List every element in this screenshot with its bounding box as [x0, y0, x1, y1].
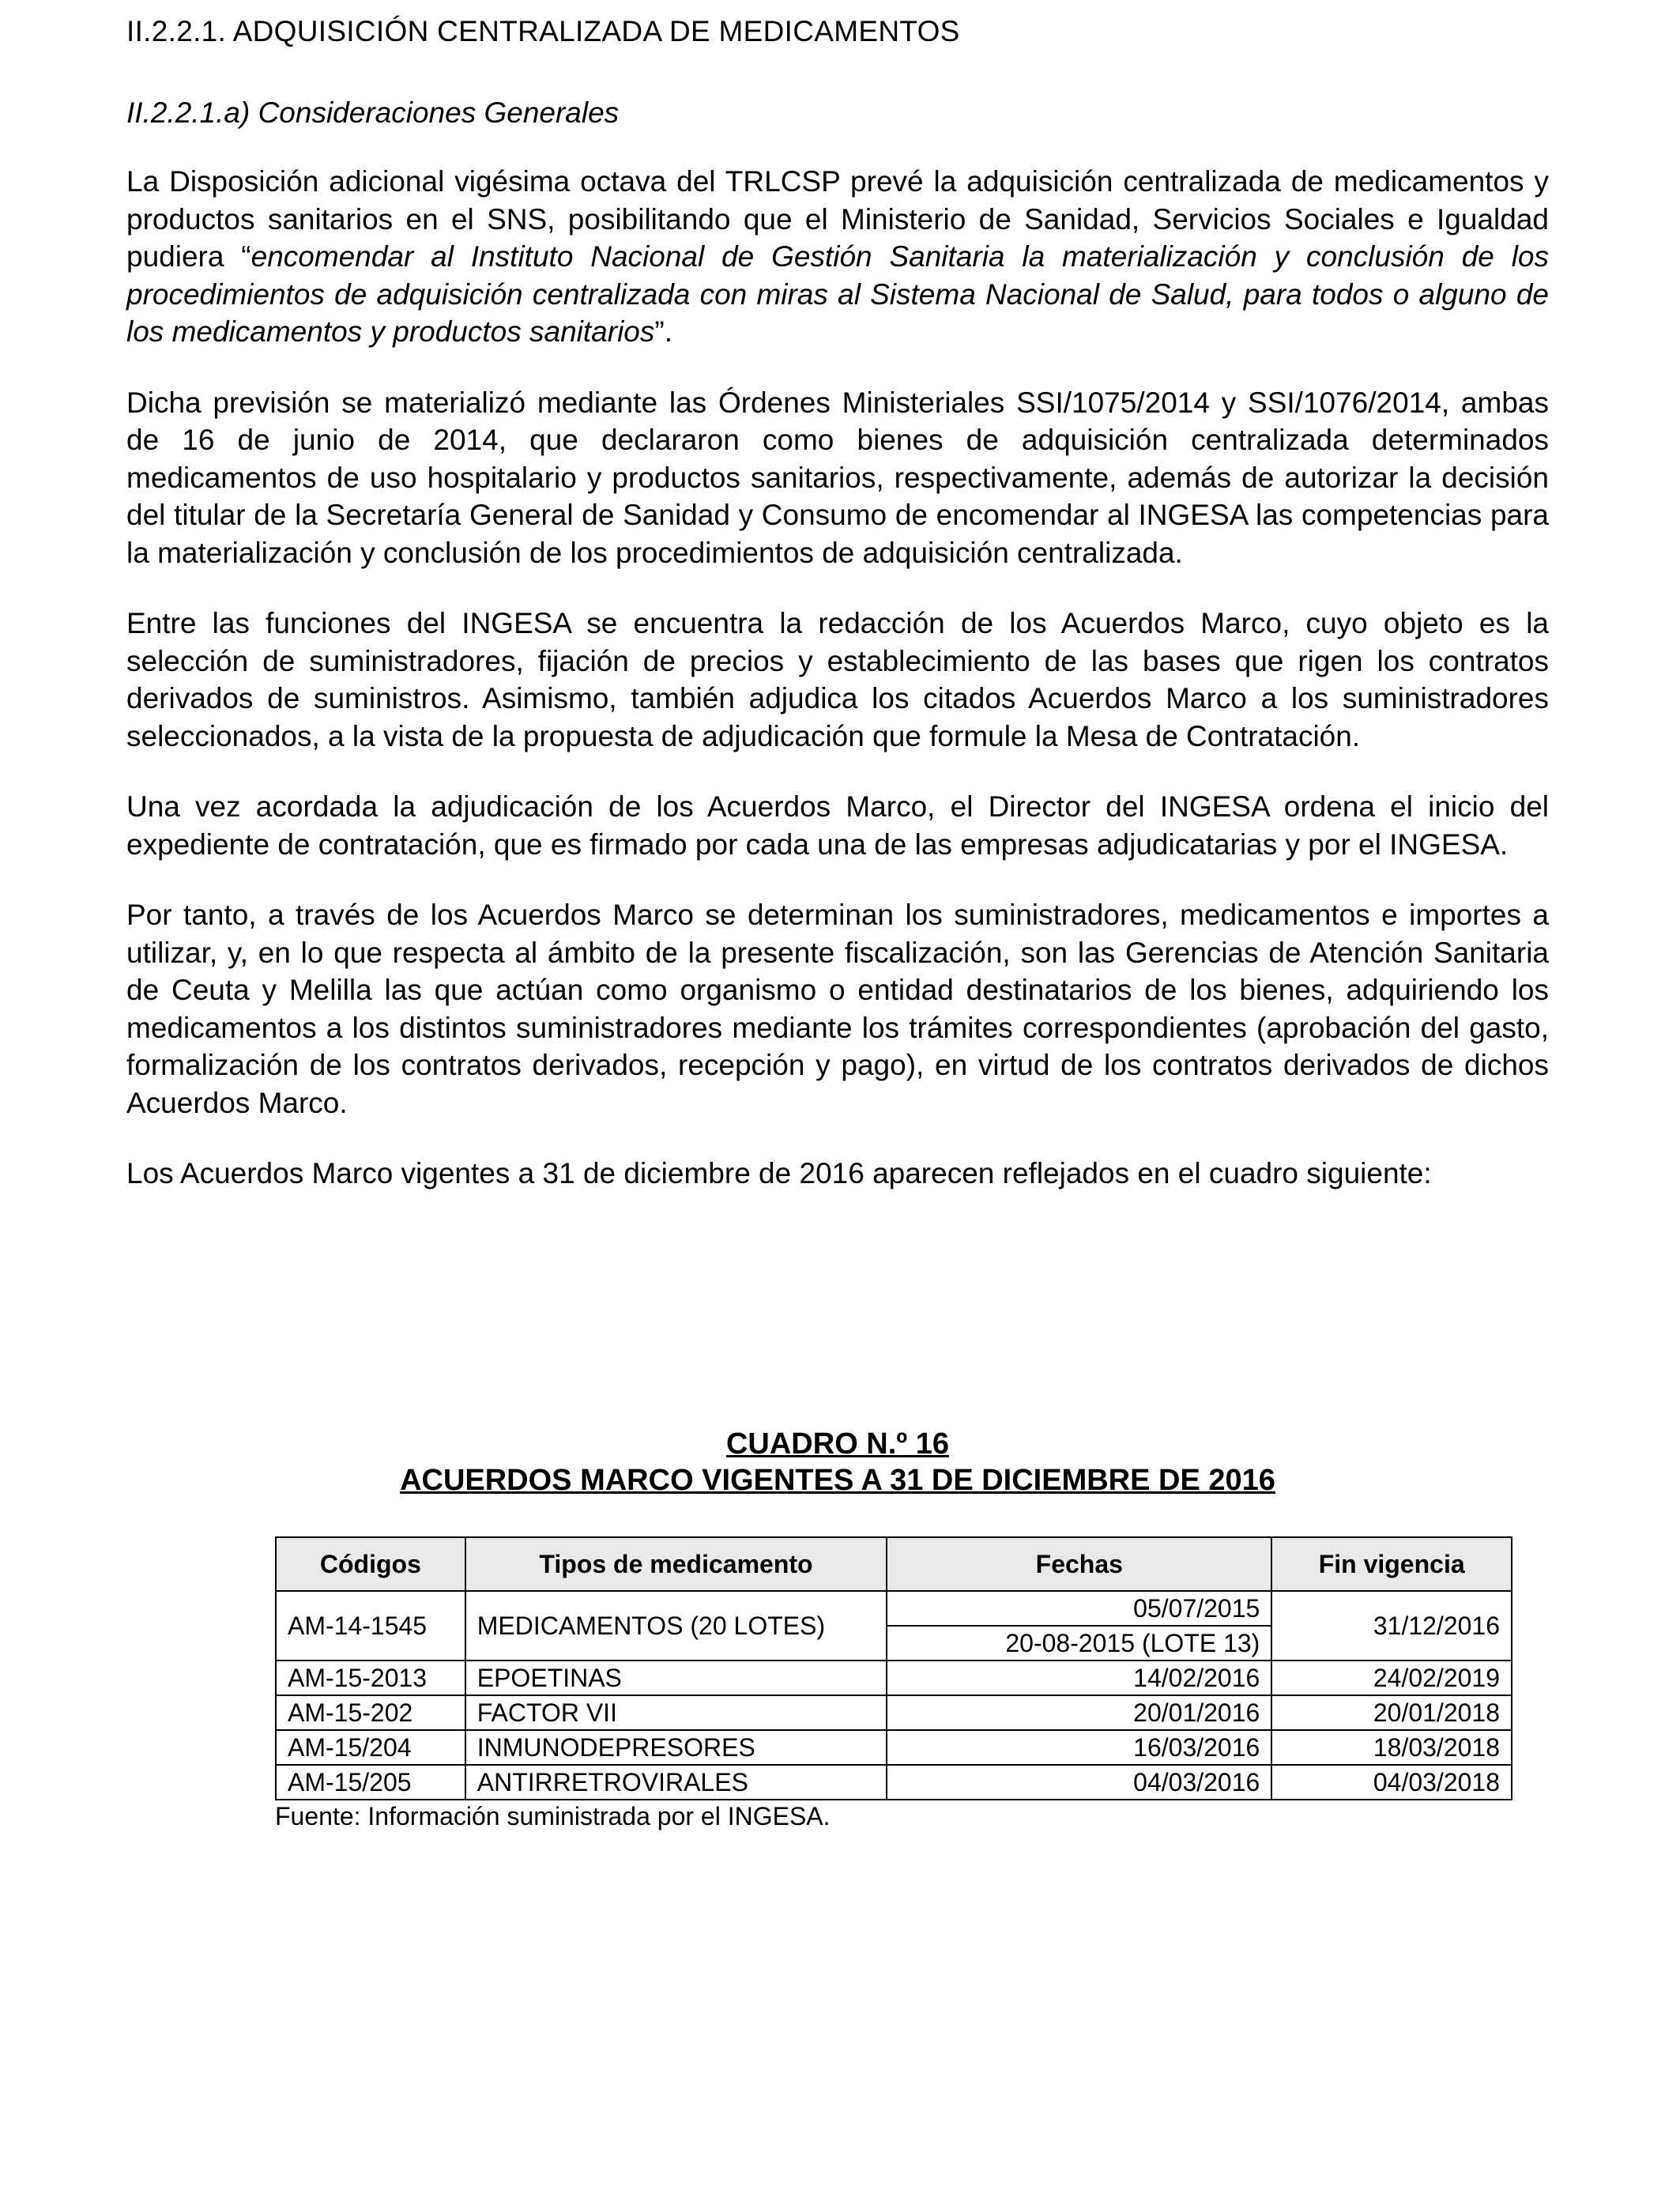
cell-codigo: AM-14-1545	[276, 1591, 465, 1661]
cell-codigo: AM-15/204	[276, 1730, 465, 1765]
acuerdos-marco-table	[275, 1536, 1512, 1800]
document-page	[126, 11, 1550, 1830]
cell-tipo: ANTIRRETROVIRALES	[465, 1765, 887, 1800]
cell-fin: 31/12/2016	[1271, 1591, 1512, 1661]
cell-codigo: AM-15-202	[276, 1695, 465, 1730]
cell-fin: 24/02/2019	[1271, 1661, 1512, 1695]
table-source-note: Fuente: Información suministrada por el INGESA.	[275, 1802, 831, 1830]
table-row	[276, 1591, 1512, 1626]
cell-tipo: MEDICAMENTOS (20 LOTES)	[465, 1591, 887, 1661]
table-title-number: CUADRO N.º 16	[725, 1427, 950, 1461]
table-row	[276, 1661, 1512, 1695]
cell-fecha: 04/03/2016	[887, 1765, 1271, 1800]
paragraph-6: Los Acuerdos Marco vigentes a 31 de diciembre de 2016 aparecen reflejados en el cuadro siguiente:	[126, 1157, 1432, 1189]
table-row	[276, 1695, 1512, 1730]
header-tipos: Tipos de medicamento	[465, 1537, 887, 1591]
cell-tipo: FACTOR VII	[465, 1695, 887, 1730]
section-subheading: II.2.2.1.a) Consideraciones Generales	[126, 96, 620, 129]
paragraph-1	[126, 163, 1549, 351]
cell-fecha: 14/02/2016	[887, 1661, 1271, 1695]
cell-fin: 20/01/2018	[1271, 1695, 1512, 1730]
table-caption	[126, 1426, 1549, 1498]
section-heading: II.2.2.1. ADQUISICIÓN CENTRALIZADA DE MEDICAMENTOS	[126, 15, 960, 47]
cell-fecha: 05/07/2015	[887, 1591, 1271, 1626]
table-row	[276, 1730, 1512, 1765]
cell-codigo: AM-15/205	[276, 1765, 465, 1800]
paragraph-1-quote: encomendar al Instituto Nacional de Gestión Sanitaria la materialización y conclusión de los procedimientos de adquisición centralizada con miras al Sistema Nacional de Salud, para todos o alguno de los medicamentos y productos sanitarios	[126, 240, 1550, 348]
table-header-row	[276, 1537, 1512, 1591]
header-codigos: Códigos	[276, 1537, 465, 1591]
paragraph-1-end: ”.	[654, 315, 672, 348]
cell-fecha: 20-08-2015 (LOTE 13)	[887, 1626, 1271, 1661]
header-fechas: Fechas	[887, 1537, 1271, 1591]
cell-tipo: EPOETINAS	[465, 1661, 887, 1695]
paragraph-3: Entre las funciones del INGESA se encuentra la redacción de los Acuerdos Marco, cuyo objeto es la selección de suministradores, fijación de precios y establecimiento de las bases que rigen los contratos derivados de suministros. Asimismo, también adjudica los citados Acuerdos Marco a los suministradores seleccionados, a la vista de la propuesta de adjudicación que formule la Mesa de Contratación.	[126, 607, 1549, 752]
table-title-text: ACUERDOS MARCO VIGENTES A 31 DE DICIEMBRE DE 2016	[400, 1464, 1275, 1497]
header-fin-vigencia: Fin vigencia	[1271, 1537, 1512, 1591]
paragraph-4: Una vez acordada la adjudicación de los Acuerdos Marco, el Director del INGESA ordena el inicio del expediente de contratación, que es firmado por cada una de las empresas adjudicatarias y por el INGESA.	[126, 790, 1549, 861]
cell-fin: 04/03/2018	[1271, 1765, 1512, 1800]
cell-codigo: AM-15-2013	[276, 1661, 465, 1695]
paragraph-1-text: La Disposición adicional vigésima octava del TRLCSP prevé la adquisición centralizada de medicamentos y productos sanitarios en el SNS, posibilitando que el Ministerio de Sanidad, Servicios Sociales e Igualdad pudiera “	[126, 165, 1549, 273]
cell-tipo: INMUNODEPRESORES	[465, 1730, 887, 1765]
paragraph-5: Por tanto, a través de los Acuerdos Marco se determinan los suministradores, medicamentos e importes a utilizar, y, en lo que respecta al ámbito de la presente fiscalización, son las Gerencias de Atención Sanitaria de Ceuta y Melilla las que actúan como organismo o entidad destinatarios de los bienes, adquiriendo los medicamentos a los distintos suministradores mediante los trámites correspondientes (aprobación del gasto, formalización de los contratos derivados, recepción y pago), en virtud de los contratos derivados de dichos Acuerdos Marco.	[126, 899, 1549, 1119]
cell-fin: 18/03/2018	[1271, 1730, 1512, 1765]
cell-fecha: 16/03/2016	[887, 1730, 1271, 1765]
cell-fecha: 20/01/2016	[887, 1695, 1271, 1730]
table-row	[276, 1765, 1512, 1800]
paragraph-2: Dicha previsión se materializó mediante las Órdenes Ministeriales SSI/1075/2014 y SSI/1076/2014, ambas de 16 de junio de 2014, que declararon como bienes de adquisición centralizada determinados medicamentos de uso hospitalario y productos sanitarios, respectivamente, además de autorizar la decisión del titular de la Secretaría General de Sanidad y Consumo de encomendar al INGESA las competencias para la materialización y conclusión de los procedimientos de adquisición centralizada.	[126, 386, 1549, 569]
